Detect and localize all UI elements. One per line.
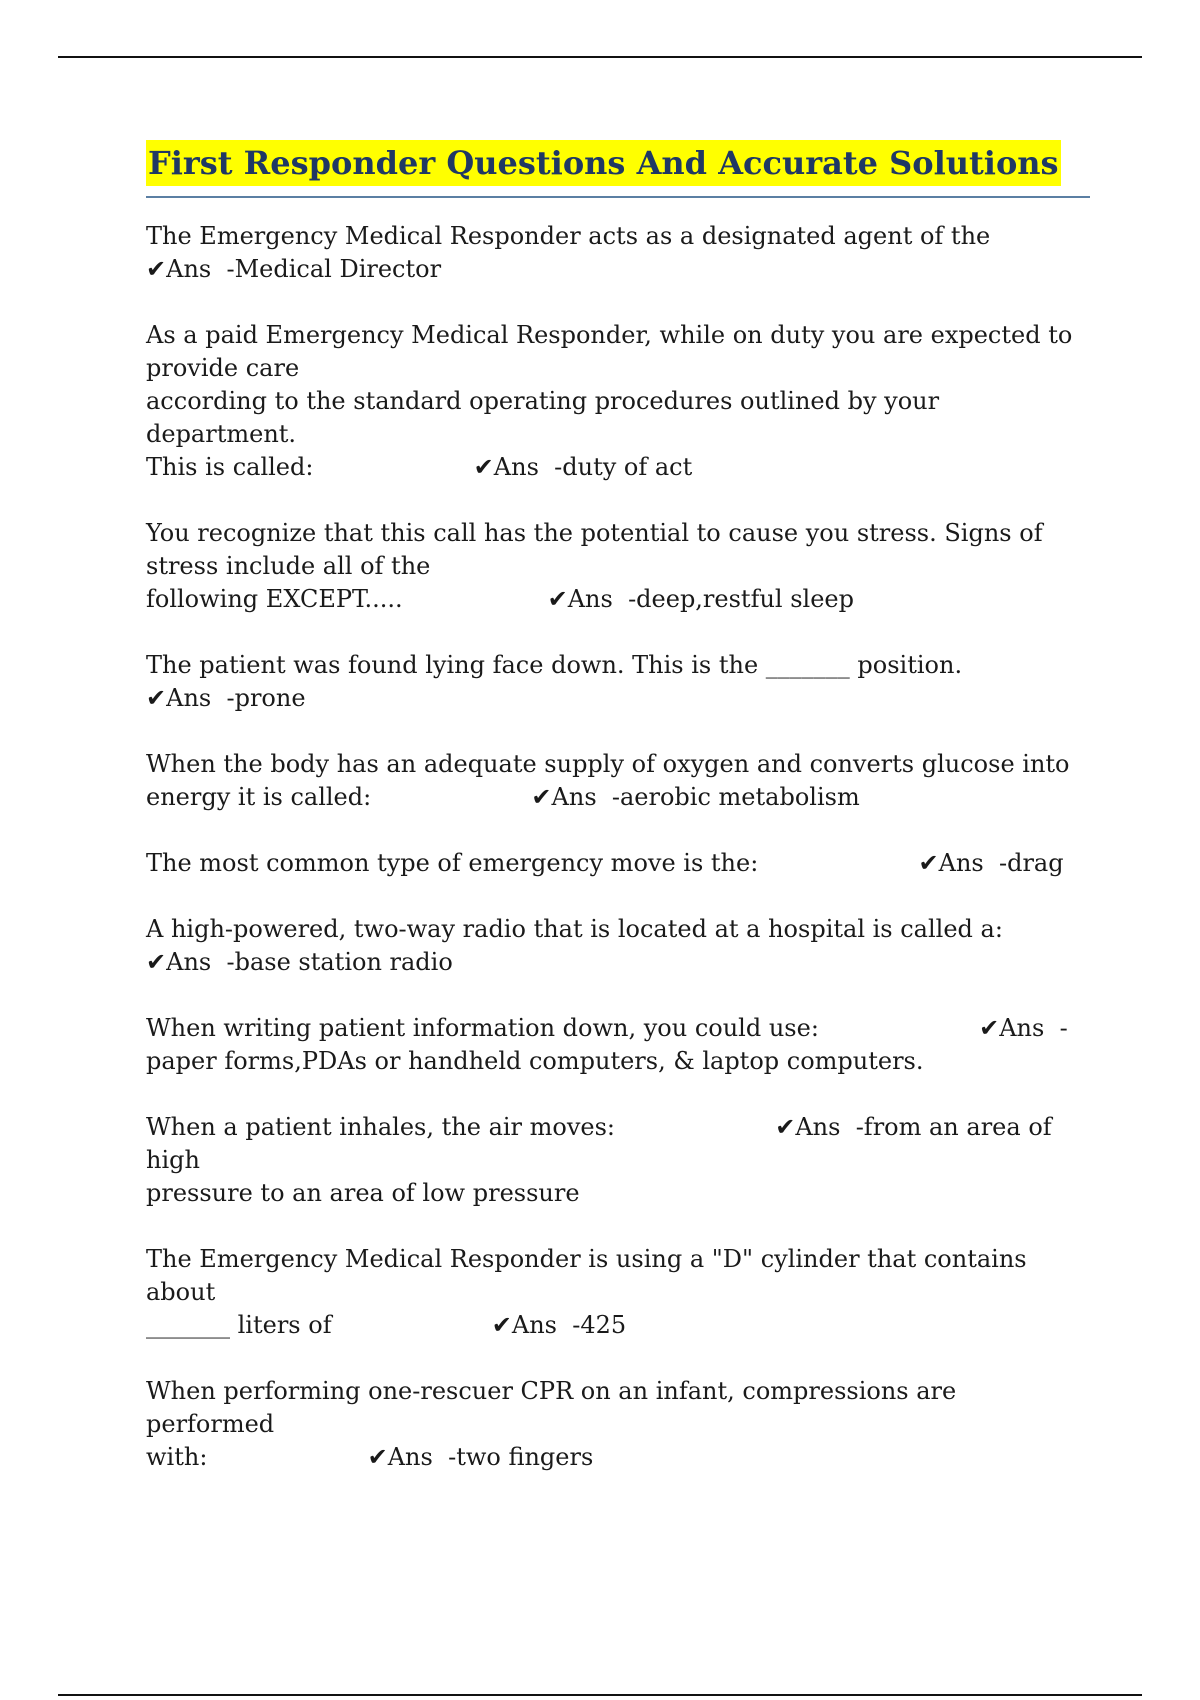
qa-item: The Emergency Medical Responder is using a "D" cylinder that contains about _______ liters of ✔Ans -425 [146, 1245, 1027, 1339]
title-block [146, 140, 1090, 198]
qa-item: The Emergency Medical Responder acts as a designated agent of the ✔Ans -Medical Director [146, 222, 991, 283]
qa-item: When the body has an adequate supply of oxygen and converts glucose into energy it is called: ✔Ans -aerobic metabolism [146, 750, 1070, 811]
qa-item: The patient was found lying face down. This is the _______ position. ✔Ans -prone [146, 651, 963, 712]
page-bottom-rule [58, 1694, 1142, 1696]
qa-item: When performing one-rescuer CPR on an infant, compressions are performed with: ✔Ans -two fingers [146, 1377, 957, 1471]
qa-item: A high-powered, two-way radio that is located at a hospital is called a: ✔Ans -base station radio [146, 915, 1003, 976]
qa-item: You recognize that this call has the potential to cause you stress. Signs of stress include all of the following EXCEPT..... ✔Ans -deep,restful sleep [146, 519, 1043, 613]
qa-item: When writing patient information down, you could use: ✔Ans - paper forms,PDAs or handheld computers, & laptop computers. [146, 1014, 1068, 1075]
qa-item: As a paid Emergency Medical Responder, while on duty you are expected to provide care according to the standard operating procedures outlined by your department. This is called: ✔Ans -duty of act [146, 321, 1073, 481]
document-body [146, 140, 1090, 1507]
qa-item: The most common type of emergency move is the: ✔Ans -drag [146, 849, 1064, 877]
qa-list [146, 220, 1090, 1474]
qa-item: When a patient inhales, the air moves: ✔Ans -from an area of high pressure to an area of low pressure [146, 1113, 1052, 1207]
page-top-rule [58, 56, 1142, 58]
page-title: First Responder Questions And Accurate Solutions [146, 140, 1061, 186]
